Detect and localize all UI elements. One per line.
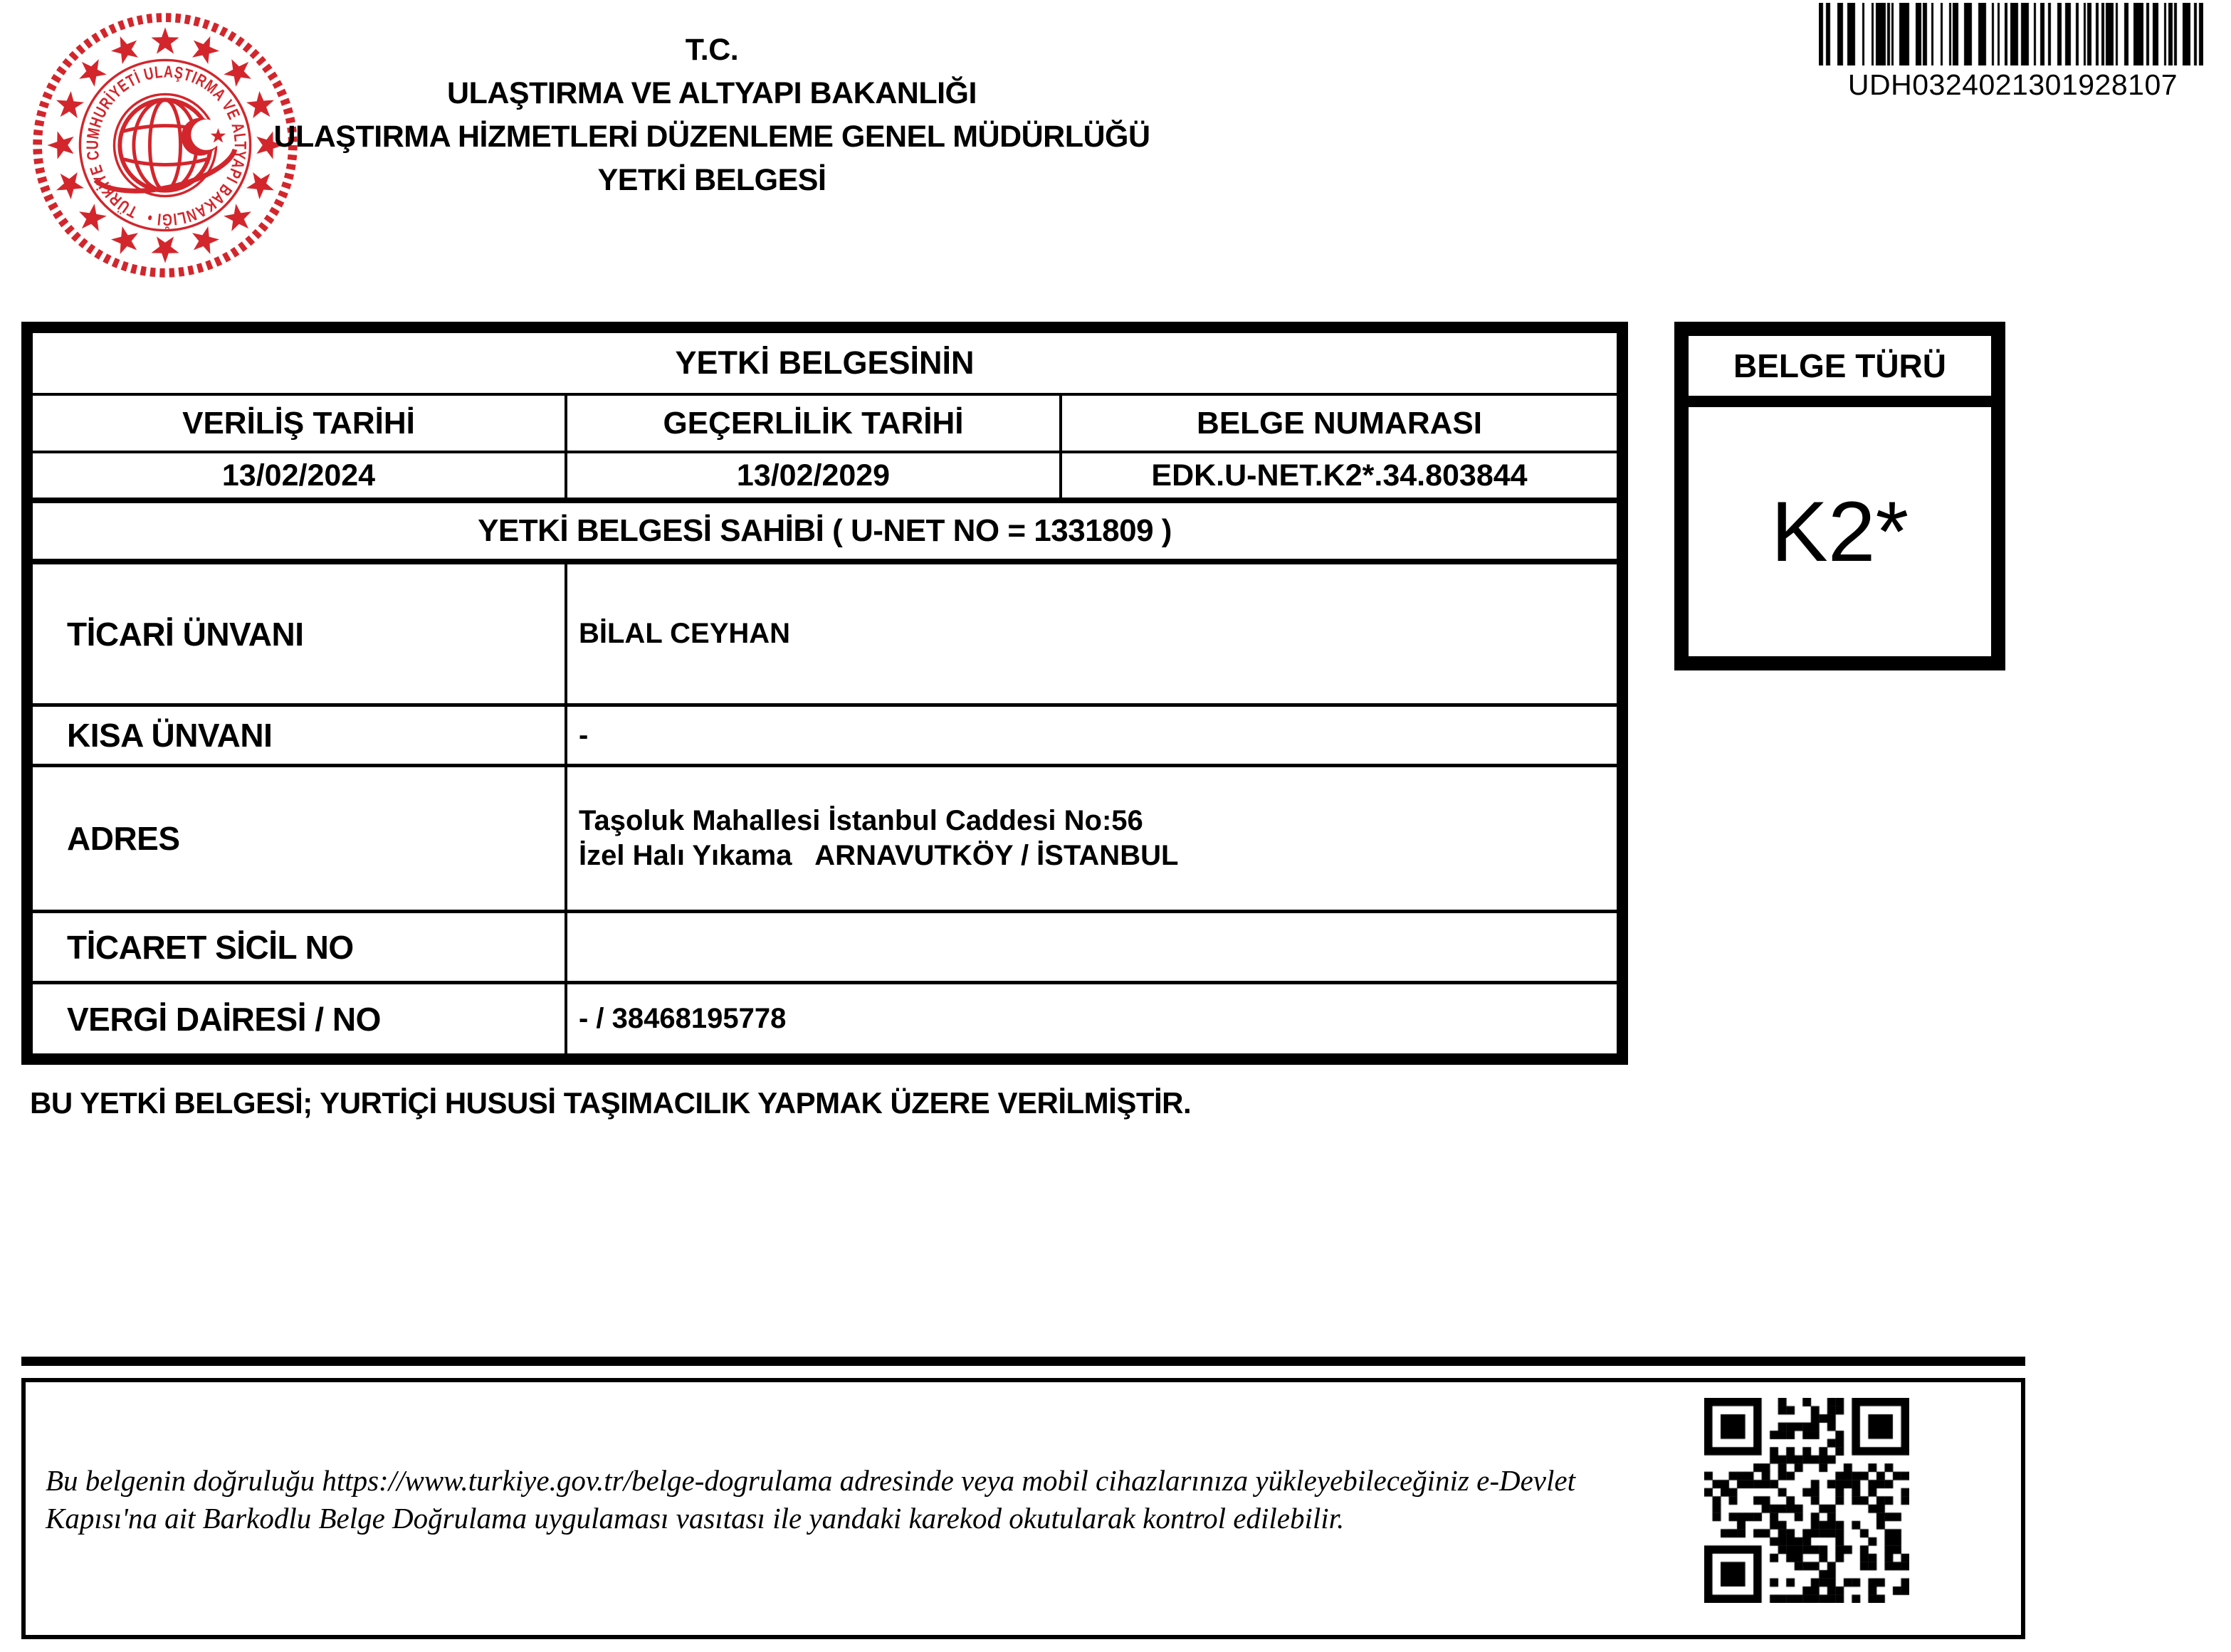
certificate-table <box>21 322 1628 1065</box>
validity-date-value: 13/02/2029 <box>567 453 1062 498</box>
document-type-code: K2* <box>1770 484 1909 579</box>
header-directorate: ULAŞTIRMA HİZMETLERİ DÜZENLEME GENEL MÜDÜRLÜĞÜ <box>273 120 1150 154</box>
document-type-box <box>1674 322 2005 670</box>
label-trade-title: TİCARİ ÜNVANI <box>33 564 567 703</box>
address-line-2: İzel Halı Yıkama ARNAVUTKÖY / İSTANBUL <box>579 840 1179 871</box>
certificate-section-title: YETKİ BELGESİNİN <box>33 333 1617 396</box>
footer-divider-rule <box>21 1357 2025 1366</box>
seal-globe <box>95 100 235 191</box>
field-row-trade-registry <box>33 913 1617 984</box>
field-row-address <box>33 767 1617 913</box>
label-short-title: KISA ÜNVANI <box>33 707 567 764</box>
issue-date-value: 13/02/2024 <box>33 453 567 498</box>
verification-box <box>21 1378 2025 1639</box>
field-row-trade-title <box>33 564 1617 707</box>
value-trade-registry <box>567 913 1617 981</box>
verification-line-1: Bu belgenin doğruluğu https://www.turkiye.gov.tr/belge-dogrulama adresinde veya mobil cihazlarınıza yükleyebileceğiniz e-Devlet <box>46 1464 1575 1497</box>
value-trade-title: BİLAL CEYHAN <box>579 618 791 649</box>
document-number-value: EDK.U-NET.K2*.34.803844 <box>1151 458 1528 493</box>
col-header-validity-date: GEÇERLİLİK TARİHİ <box>567 396 1062 451</box>
field-row-short-title <box>33 707 1617 767</box>
value-address <box>567 767 1617 910</box>
header-ministry: ULAŞTIRMA VE ALTYAPI BAKANLIĞI <box>447 76 977 110</box>
barcode-icon <box>1819 3 2203 65</box>
issuance-statement: BU YETKİ BELGESİ; YURTİÇİ HUSUSİ TAŞIMACILIK YAPMAK ÜZERE VERİLMİŞTİR. <box>30 1086 1192 1120</box>
label-address: ADRES <box>33 767 567 910</box>
barcode-block <box>1819 3 2207 102</box>
header-doc-type: YETKİ BELGESİ <box>597 163 826 197</box>
document-header <box>271 28 1153 202</box>
owner-header: YETKİ BELGESİ SAHİBİ ( U-NET NO = 1331809 ) <box>33 503 1617 564</box>
document-type-title: BELGE TÜRÜ <box>1689 336 1991 407</box>
qr-code-icon <box>1704 1398 1909 1603</box>
certificate-values-row <box>33 453 1617 503</box>
label-tax-office: VERGİ DAİRESİ / NO <box>33 984 567 1053</box>
value-short-title: - <box>579 719 589 751</box>
col-header-document-number: BELGE NUMARASI <box>1197 405 1482 441</box>
barcode-number: UDH0324021301928107 <box>1847 68 2178 101</box>
certificate-column-headers <box>33 396 1617 453</box>
value-tax-office: - / 38468195778 <box>579 1003 787 1034</box>
verification-line-2: Kapısı'na ait Barkodlu Belge Doğrulama uygulaması vasıtası ile yandaki karekod okutularak kontrol edilebilir. <box>46 1502 1345 1535</box>
field-row-tax-office <box>33 984 1617 1053</box>
seal-ring-text: TÜRKİYE CUMHURİYETİ ULAŞTIRMA VE ALTYAPI BAKANLIĞI • <box>83 62 250 229</box>
header-tc: T.C. <box>685 33 739 67</box>
ministry-seal-icon <box>26 6 305 285</box>
address-line-1: Taşoluk Mahallesi İstanbul Caddesi No:56 <box>579 805 1143 836</box>
col-header-issue-date: VERİLİŞ TARİHİ <box>33 396 567 451</box>
verification-text <box>46 1462 1669 1537</box>
label-trade-registry: TİCARET SİCİL NO <box>33 913 567 981</box>
